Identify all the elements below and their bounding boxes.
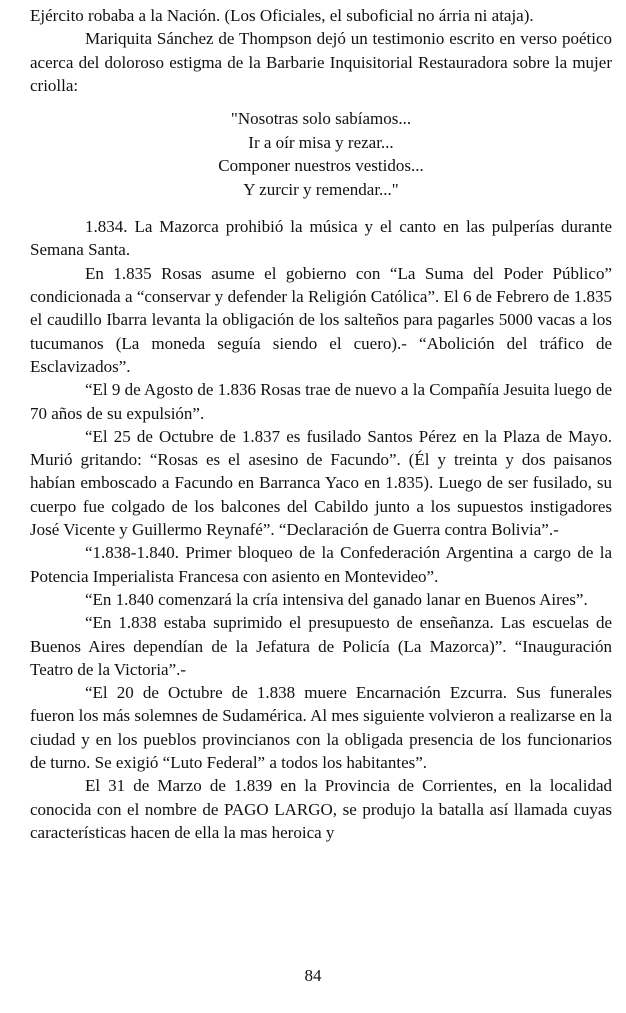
paragraph: 1.834. La Mazorca prohibió la música y el canto en las pulperías durante Semana Santa. [30, 217, 612, 260]
page-number: 84 [304, 966, 322, 985]
paragraph: Mariquita Sánchez de Thompson dejó un testimonio escrito en verso poético acerca del doloroso estigma de la Barbarie Inquisitorial Restauradora sobre la mujer criolla: [30, 29, 612, 95]
paragraph: “En 1.838 estaba suprimido el presupuesto de enseñanza. Las escuelas de Buenos Aires dependían de la Jefatura de Policía (La Mazorca)”. “Inauguración Teatro de la Victoria”.- [30, 613, 612, 679]
poem-line: Ir a oír misa y rezar... [248, 132, 394, 152]
poem-line: Y zurcir y remendar..." [243, 179, 399, 199]
poem-quote [30, 107, 612, 201]
paragraph-continuation: Ejército robaba a la Nación. (Los Oficiales, el suboficial no árria ni ataja). [30, 6, 534, 25]
paragraph: “El 20 de Octubre de 1.838 muere Encarnación Ezcurra. Sus funerales fueron los más solemnes de Sudamérica. Al mes siguiente volvieron a realizarse en la ciudad y en los pueblos provincianos con la obligada presencia de los funcionarios de turno. Se exigió “Luto Federal” a todos los habitantes”. [30, 683, 612, 773]
paragraph: “En 1.840 comenzará la cría intensiva del ganado lanar en Buenos Aires”. [85, 589, 588, 609]
poem-line: "Nosotras solo sabíamos... [230, 109, 412, 129]
paragraph: “El 9 de Agosto de 1.836 Rosas trae de nuevo a la Compañía Jesuita luego de 70 años de su expulsión”. [30, 380, 612, 423]
paragraph: “El 25 de Octubre de 1.837 es fusilado Santos Pérez en la Plaza de Mayo. Murió gritando: “Rosas es el asesino de Facundo”. (Él y treinta y dos paisanos habían emboscado a Facundo en Barranca Yaco en 1.835). Luego de ser fusilado, su cuerpo fue colgado de los balcones del Cabildo junto a los supuestos instigadores José Vicente y Guillermo Reynafé”. “Declaración de Guerra contra Bolivia”.- [30, 426, 612, 540]
paragraph: El 31 de Marzo de 1.839 en la Provincia de Corrientes, en la localidad conocida con el nombre de PAGO LARGO, se produjo la batalla así llamada cuyas características hacen de ella la mas heroica y [30, 776, 612, 842]
body-text [30, 4, 612, 844]
paragraph: “1.838-1.840. Primer bloqueo de la Confederación Argentina a cargo de la Potencia Imperialista Francesa con asiento en Montevideo”. [30, 543, 612, 586]
poem-line: Componer nuestros vestidos... [218, 156, 424, 176]
paragraph: En 1.835 Rosas asume el gobierno con “La Suma del Poder Público” condicionada a “conservar y defender la Religión Católica”. El 6 de Febrero de 1.835 el caudillo Ibarra levanta la obligación de los salteños para pagarles 5000 vacas a los tucumanos (La moneda seguía siendo el cuero).- “Abolición del tráfico de Esclavizados”. [30, 263, 612, 376]
